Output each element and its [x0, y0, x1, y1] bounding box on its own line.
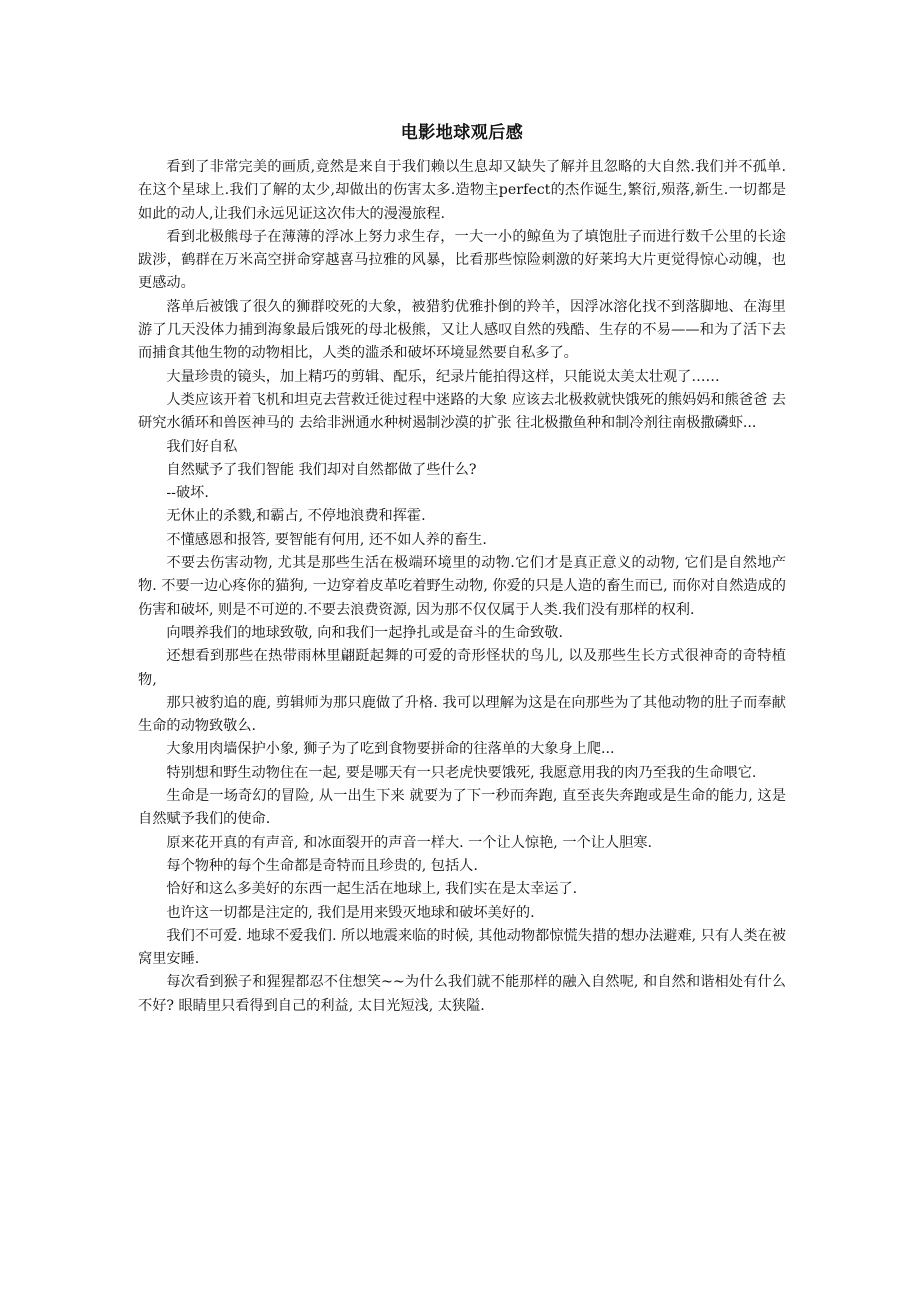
paragraph: 自然赋予了我们智能 我们却对自然都做了些什么?: [166, 461, 477, 478]
paragraph: 特别想和野生动物住在一起, 要是哪天有一只老虎快要饿死, 我愿意用我的肉乃至我的生命喂它.: [166, 764, 757, 781]
paragraph: 大象用肉墙保护小象, 狮子为了吃到食物要拼命的往落单的大象身上爬...: [166, 741, 615, 758]
paragraph: --破坏.: [166, 485, 209, 502]
paragraph: 不懂感恩和报答, 要智能有何用, 还不如人养的畜生.: [166, 531, 487, 548]
paragraph: 还想看到那些在热带雨林里翩跹起舞的可爱的奇形怪状的鸟儿, 以及那些生长方式很神奇的奇特植物,: [138, 648, 786, 688]
paragraph: 也许这一切都是注定的, 我们是用来毁灭地球和破坏美好的.: [166, 904, 535, 921]
paragraph: 无休止的杀戮,和霸占, 不停地浪费和挥霍.: [166, 508, 426, 525]
paragraph: 看到北极熊母子在薄薄的浮冰上努力求生存，一大一小的鲸鱼为了填饱肚子而进行数千公里的长途跋涉，鹤群在万米高空拼命穿越喜马拉雅的风暴，比看那些惊险刺激的好莱坞大片更觉得惊心动魄，也更感动。: [138, 228, 786, 292]
paragraph: 落单后被饿了很久的狮群咬死的大象，被猎豹优雅扑倒的羚羊，因浮冰溶化找不到落脚地、在海里游了几天没体力捕到海象最后饿死的母北极熊，又让人感叹自然的残酷、生存的不易——和为了活下去而捕食其他生物的动物相比，人类的滥杀和破坏环境显然要自私多了。: [138, 298, 786, 362]
paragraph: 每个物种的每个生命都是奇特而且珍贵的, 包括人.: [166, 857, 478, 874]
paragraph: 人类应该开着飞机和坦克去营救迁徙过程中迷路的大象 应该去北极救就快饿死的熊妈妈和熊爸爸 去研究水循环和兽医神马的 去给非洲通水种树遏制沙漠的扩张 往北极撒鱼种和制冷剂往南极撒磷虾...: [138, 391, 786, 432]
paragraph: 大量珍贵的镜头，加上精巧的剪辑、配乐，纪录片能拍得这样，只能说太美太壮观了……: [166, 368, 720, 385]
paragraph: 恰好和这么多美好的东西一起生活在地球上, 我们实在是太幸运了.: [166, 881, 578, 898]
paragraph: 每次看到猴子和猩猩都忍不住想笑~~为什么我们就不能那样的融入自然呢, 和自然和谐相处有什么不好? 眼睛里只看得到自己的利益, 太目光短浅, 太狭隘.: [138, 974, 786, 1014]
document-page: [138, 118, 786, 1018]
paragraph: 不要去伤害动物, 尤其是那些生活在极端环境里的动物.它们才是真正意义的动物, 它们是自然地产物. 不要一边心疼你的猫狗, 一边穿着皮革吃着野生动物, 你爱的只是人造的畜生而已, 而你对自然造成的伤害和破坏, 则是不可逆的.不要去浪费资源, 因为那不仅仅属于人类.我们没有那样的权利.: [138, 555, 786, 618]
paragraph: 我们不可爱. 地球不爱我们. 所以地震来临的时候, 其他动物都惊慌失措的想办法避难, 只有人类在被窝里安睡.: [138, 927, 786, 968]
paragraph: 看到了非常完美的画质,竟然是来自于我们赖以生息却又缺失了解并且忽略的大自然.我们并不孤单.在这个星球上.我们了解的太少,却做出的伤害太多.造物主perfect的杰作诞生,繁衍,殒落,新生.一切都是如此的动人,让我们永远见证这次伟大的漫漫旅程.: [138, 159, 786, 222]
paragraph: 向喂养我们的地球致敬, 向和我们一起挣扎或是奋斗的生命致敬.: [166, 624, 563, 641]
paragraph: 生命是一场奇幻的冒险, 从一出生下来 就要为了下一秒而奔跑, 直至丧失奔跑或是生命的能力, 这是自然赋予我们的使命.: [138, 788, 786, 828]
paragraph: 我们好自私: [166, 438, 238, 455]
paragraph: 原来花开真的有声音, 和冰面裂开的声音一样大. 一个让人惊艳, 一个让人胆寒.: [166, 834, 652, 851]
paragraph: 那只被豹追的鹿, 剪辑师为那只鹿做了升格. 我可以理解为这是在向那些为了其他动物的肚子而奉献生命的动物致敬么.: [138, 694, 786, 735]
document-title: 电影地球观后感: [400, 123, 524, 143]
